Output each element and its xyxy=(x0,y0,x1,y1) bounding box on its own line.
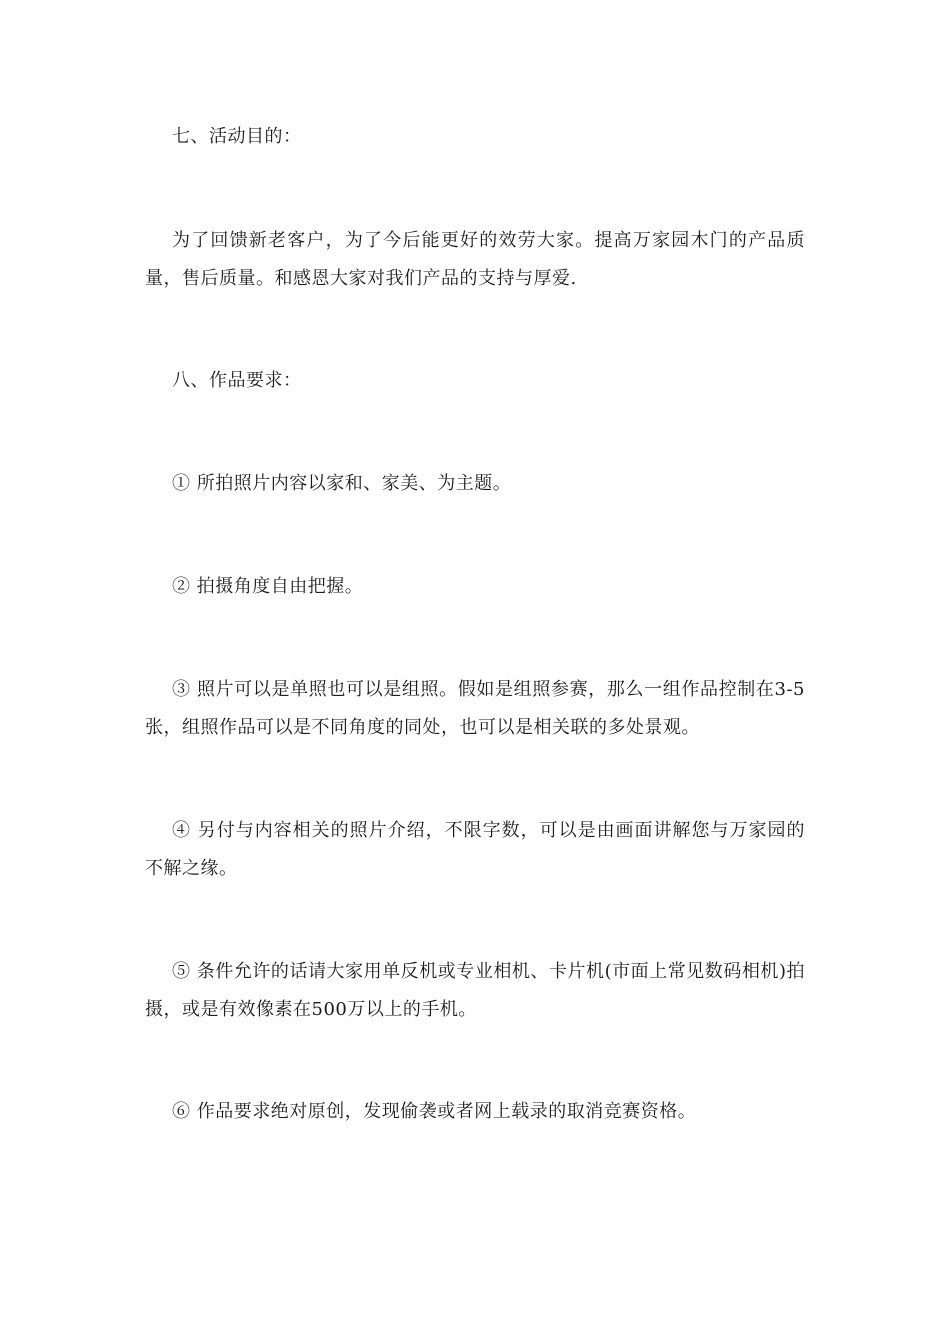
requirement-item-1: ① 所拍照片内容以家和、家美、为主题。 xyxy=(172,473,512,494)
section-7-heading: 七、活动目的： xyxy=(172,126,302,147)
section-8-heading: 八、作品要求： xyxy=(172,370,302,391)
requirement-item-2: ② 拍摄角度自由把握。 xyxy=(172,576,364,597)
requirement-item-6: ⑥ 作品要求绝对原创，发现偷袭或者网上载录的取消竞赛资格。 xyxy=(172,1101,697,1122)
requirement-item-3: ③ 照片可以是单照也可以是组照。假如是组照参赛，那么一组作品控制在3-5张，组照作品可以是不同角度的同处，也可以是相关联的多处景观。 xyxy=(145,679,805,738)
section-7-body: 为了回馈新老客户，为了今后能更好的效劳大家。提高万家园木门的产品质量，售后质量。和感恩大家对我们产品的支持与厚爱. xyxy=(145,230,805,289)
requirement-item-5: ⑤ 条件允许的话请大家用单反机或专业相机、卡片机(市面上常见数码相机)拍摄，或是有效像素在500万以上的手机。 xyxy=(145,961,805,1020)
requirement-item-4: ④ 另付与内容相关的照片介绍，不限字数，可以是由画面讲解您与万家园的不解之缘。 xyxy=(145,820,805,879)
